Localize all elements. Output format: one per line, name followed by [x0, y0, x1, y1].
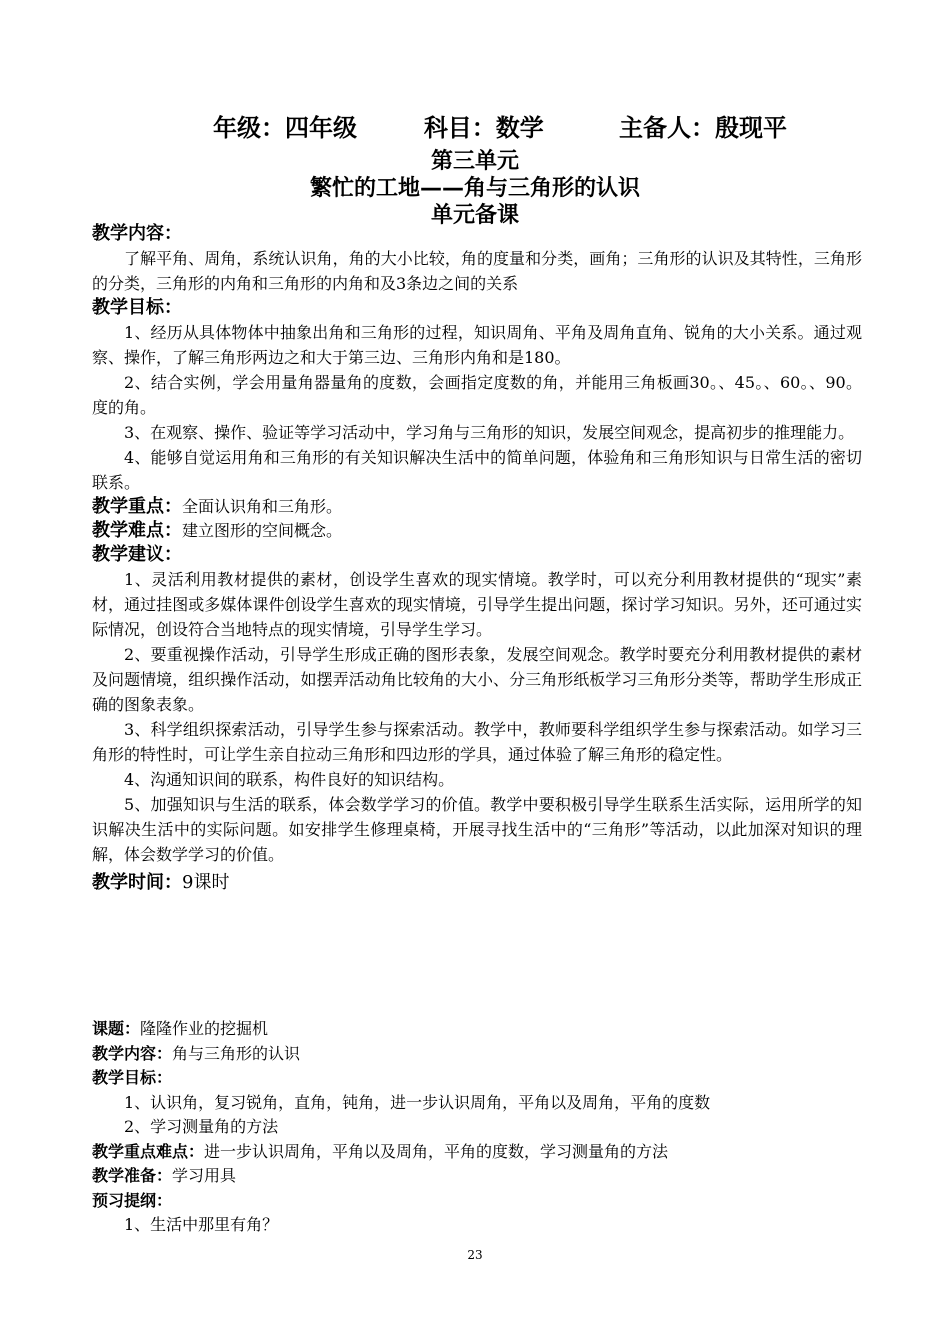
unit-plan-section [92, 222, 862, 914]
lesson-goal-item: 2、学习测量角的方法 [124, 1117, 279, 1136]
outline-row [92, 1189, 862, 1214]
outline-label: 预习提纲： [92, 1190, 173, 1210]
content-paragraph: 了解平角、周角，系统认识角，角的大小比较，角的度量和分类，画角；三角形的认识及其特性，三角形的分类，三角形的内角和三角形的内角和及3条边之间的关系 [92, 249, 862, 293]
key-difficulty-text: 进一步认识周角，平角以及周角，平角的度数，学习测量角的方法 [204, 1141, 669, 1161]
preparation-text: 学习用具 [172, 1166, 237, 1185]
goal-paragraph: 4、能够自觉运用角和三角形的有关知识解决生活中的简单问题，体验角和三角形知识与日常生活的密切联系。 [92, 448, 862, 492]
goals-heading: 教学目标： [92, 297, 182, 318]
lesson-content-label: 教学内容： [92, 1043, 173, 1063]
unit-plan-title: 单元备课 [430, 203, 519, 228]
difficulty-row [92, 519, 862, 543]
topic-text: 隆隆作业的挖掘机 [140, 1019, 269, 1038]
goal-paragraph: 3、在观察、操作、验证等学习活动中，学习角与三角形的知识，发展空间观念，提高初步的推理能力。 [124, 423, 855, 442]
unit-titles [0, 148, 950, 229]
subject-label: 科目：数学 [423, 114, 544, 142]
advice-paragraph: 3、科学组织探索活动，引导学生参与探索活动。教学中，教师要科学组织学生参与探索活动。如学习三角形的特性时，可让学生亲自拉动三角形和四边形的学具，通过体验了解三角形的稳定性。 [92, 720, 862, 764]
topic-row [92, 1017, 862, 1042]
lesson-goals-row [92, 1066, 862, 1091]
goal-paragraph: 1、经历从具体物体中抽象出角和三角形的过程，知识周角、平角及周角直角、锐角的大小关系。通过观察、操作，了解三角形两边之和大于第三边、三角形内角和是180。 [92, 323, 862, 367]
page-number: 23 [467, 1248, 483, 1262]
lesson-content-row [92, 1042, 862, 1067]
teaching-time-row [92, 870, 862, 896]
key-points-row [92, 495, 862, 519]
teaching-time-text: 9课时 [182, 872, 230, 893]
preparation-label: 教学准备： [92, 1166, 173, 1185]
unit-name-title: 繁忙的工地——角与三角形的认识 [309, 176, 640, 201]
advice-paragraph: 4、沟通知识间的联系，构件良好的知识结构。 [124, 770, 455, 789]
advice-paragraph: 1、灵活利用教材提供的素材，创设学生喜欢的现实情境。教学时，可以充分利用教材提供的“现实”素材，通过挂图或多媒体课件创设学生喜欢的现实情境，引导学生提出问题，探讨学习知识。另外，还可通过实际情况，创设符合当地特点的现实情境，引导学生学习。 [92, 570, 862, 639]
difficulty-label: 教学难点： [92, 520, 182, 541]
key-points-label: 教学重点： [92, 496, 182, 517]
content-heading: 教学内容： [92, 223, 182, 244]
document-header [0, 108, 950, 143]
goal-paragraph: 2、结合实例，学会用量角器量角的度数，会画指定度数的角，并能用三角板画30。、45。、60。、90。度的角。 [92, 373, 862, 417]
outline-item: 1、生活中那里有角？ [124, 1215, 279, 1234]
unit-number-title: 第三单元 [430, 149, 519, 174]
key-points-text: 全面认识角和三角形。 [182, 497, 343, 516]
lesson-goals-label: 教学目标： [92, 1068, 173, 1087]
preparer-label: 主备人：殷现平 [619, 114, 788, 142]
lesson-goal-item: 1、认识角，复习锐角，直角，钝角，进一步认识周角，平角以及周角，平角的度数 [124, 1092, 711, 1112]
grade-label: 年级：四年级 [212, 114, 357, 142]
difficulty-text: 建立图形的空间概念。 [182, 521, 343, 540]
lesson-section [92, 1017, 862, 1238]
lesson-content-text: 角与三角形的认识 [172, 1043, 301, 1063]
advice-paragraph: 5、加强知识与生活的联系，体会数学学习的价值。教学中要积极引导学生联系生活实际，运用所学的知识解决生活中的实际问题。如安排学生修理桌椅，开展寻找生活中的“三角形”等活动，以此加深对知识的理解，体会数学学习的价值。 [92, 795, 862, 864]
key-difficulty-row [92, 1140, 862, 1165]
advice-heading: 教学建议： [92, 544, 182, 565]
teaching-time-label: 教学时间： [92, 872, 182, 893]
preparation-row [92, 1164, 862, 1189]
topic-label: 课题： [92, 1019, 141, 1038]
advice-paragraph: 2、要重视操作活动，引导学生形成正确的图形表象，发展空间观念。教学时要充分利用教材提供的素材及问题情境，组织操作活动，如摆弄活动角比较角的大小、分三角形纸板学习三角形分类等，帮助学生形成正确的图象表象。 [92, 645, 862, 714]
key-difficulty-label: 教学重点难点： [92, 1141, 205, 1161]
